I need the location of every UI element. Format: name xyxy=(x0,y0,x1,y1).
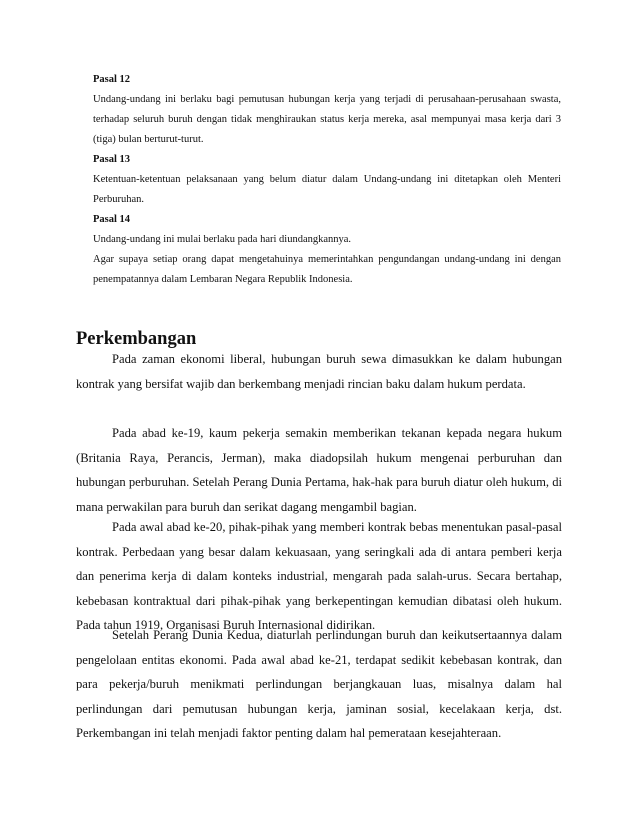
section-paragraph-4-block xyxy=(76,623,562,746)
article-paragraph: Agar supaya setiap orang dapat mengetahuinya memerintahkan pengundangan undang-undang ini dengan penempatannya dalam Lembaran Negara Republik Indonesia. xyxy=(93,254,561,285)
section-paragraph-3-block xyxy=(76,515,562,638)
body-paragraph: Pada abad ke-19, kaum pekerja semakin memberikan tekanan kepada negara hukum (Britania Raya, Perancis, Jerman), maka diadopsilah hukum mengenai perburuhan dan hubungan perburuhan. Setelah Perang Dunia Pertama, hak-hak para buruh diatur oleh hukum, di mana perwakilan para buruh dan serikat dagang mengambil bagian. xyxy=(76,426,562,514)
body-paragraph: Pada zaman ekonomi liberal, hubungan buruh sewa dimasukkan ke dalam hubungan kontrak yang bersifat wajib dan berkembang menjadi rincian baku dalam hukum perdata. xyxy=(76,352,562,391)
article-title: Pasal 13 xyxy=(93,154,131,165)
article-title: Pasal 14 xyxy=(93,214,131,225)
section-paragraph-2-block xyxy=(76,421,562,519)
article-paragraph: Ketentuan-ketentuan pelaksanaan yang belum diatur dalam Undang-undang ini ditetapkan oleh Menteri Perburuhan. xyxy=(93,174,561,205)
article-paragraph: Undang-undang ini berlaku bagi pemutusan hubungan kerja yang terjadi di perusahaan-perusahaan swasta, terhadap seluruh buruh dengan tidak menghiraukan status kerja mereka, asal mempunyai masa kerja dari 3 (tiga) bulan berturut-turut. xyxy=(93,94,561,145)
body-paragraph: Pada awal abad ke-20, pihak-pihak yang memberi kontrak bebas menentukan pasal-pasal kontrak. Perbedaan yang besar dalam kekuasaan, yang seringkali ada di antara pemberi kerja dan penerima kerja di dalam konteks industrial, mengarah pada salah-urus. Secara bertahap, kebebasan kontraktual dari pihak-pihak yang berkepentingan kemudian dibatasi oleh hukum. Pada tahun 1919, Organisasi Buruh Internasional didirikan. xyxy=(76,520,562,632)
quoted-articles xyxy=(93,70,561,290)
section-heading: Perkembangan xyxy=(76,329,197,349)
body-paragraph: Setelah Perang Dunia Kedua, diaturlah perlindungan buruh dan keikutsertaannya dalam pengelolaan entitas ekonomi. Pada awal abad ke-21, terdapat sedikit kebebasan kontrak, dan para pekerja/buruh menikmati perlindungan berjangkauan luas, misalnya dalam hal perlindungan dari pemutusan hubungan kerja, jaminan sosial, kecelakaan kerja, dst. Perkembangan ini telah menjadi faktor penting dalam hal pemerataan kesejahteraan. xyxy=(76,628,562,740)
article-title: Pasal 12 xyxy=(93,74,131,85)
section-paragraph-1-block xyxy=(76,347,562,396)
article-paragraph: Undang-undang ini mulai berlaku pada hari diundangkannya. xyxy=(93,234,352,245)
